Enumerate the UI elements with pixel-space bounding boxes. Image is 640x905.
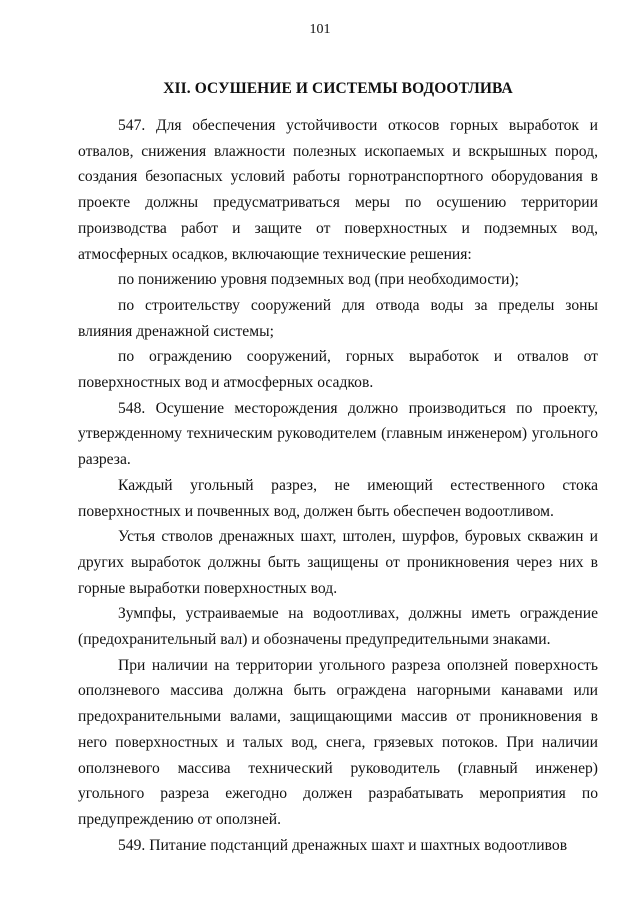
section-title: XII. ОСУШЕНИЕ И СИСТЕМЫ ВОДООТЛИВА (163, 80, 513, 97)
paragraph-547-intro: 547. Для обеспечения устойчивости откосов горных выработок и отвалов, снижения влажности полезных ископаемых и вскрышных пород, создания безопасных условий работы горнотранспортного оборудования в проекте должны предусматриваться меры по осушению территории производства работ и защите от поверхностных и подземных вод, атмосферных осадков, включающие технические решения: (78, 117, 598, 263)
paragraph-protection-fencing: по ограждению сооружений, горных выработок и отвалов от поверхностных вод и атмосферных осадков. (78, 348, 598, 392)
paragraph-sumps: Зумпфы, устраиваемые на водоотливах, должны иметь ограждение (предохранительный вал) и обозначены предупредительными знаками. (78, 605, 598, 649)
paragraph-water-drainage: Каждый угольный разрез, не имеющий естественного стока поверхностных и почвенных вод, должен быть обеспечен водоотливом. (78, 476, 598, 520)
paragraph-549: 549. Питание подстанций дренажных шахт и шахтных водоотливов (118, 836, 568, 854)
paragraph-shaft-mouths: Устья стволов дренажных шахт, штолен, шурфов, буровых скважин и других выработок должны быть защищены от проникновения через них в горные выработки поверхностных вод. (78, 528, 598, 597)
paragraph-landslides: При наличии на территории угольного разреза оползней поверхность оползневого массива должна быть ограждена нагорными канавами или предохранительными валами, защищающими массив от проникновения в него поверхностных и талых вод, снега, грязевых потоков. При наличии оползневого массива технический руководитель (главный инженер) угольного разреза ежегодно должен разрабатывать мероприятия по предупреждению от оползней. (78, 656, 598, 828)
document-body (78, 113, 598, 858)
page-number: 101 (309, 22, 331, 37)
paragraph-548: 548. Осушение месторождения должно производиться по проекту, утвержденному техническим руководителем (главным инженером) угольного разреза. (78, 399, 598, 469)
paragraph-groundwater-lowering: по понижению уровня подземных вод (при необходимости); (118, 271, 519, 289)
paragraph-drainage-structures: по строительству сооружений для отвода воды за пределы зоны влияния дренажной системы; (78, 296, 598, 340)
